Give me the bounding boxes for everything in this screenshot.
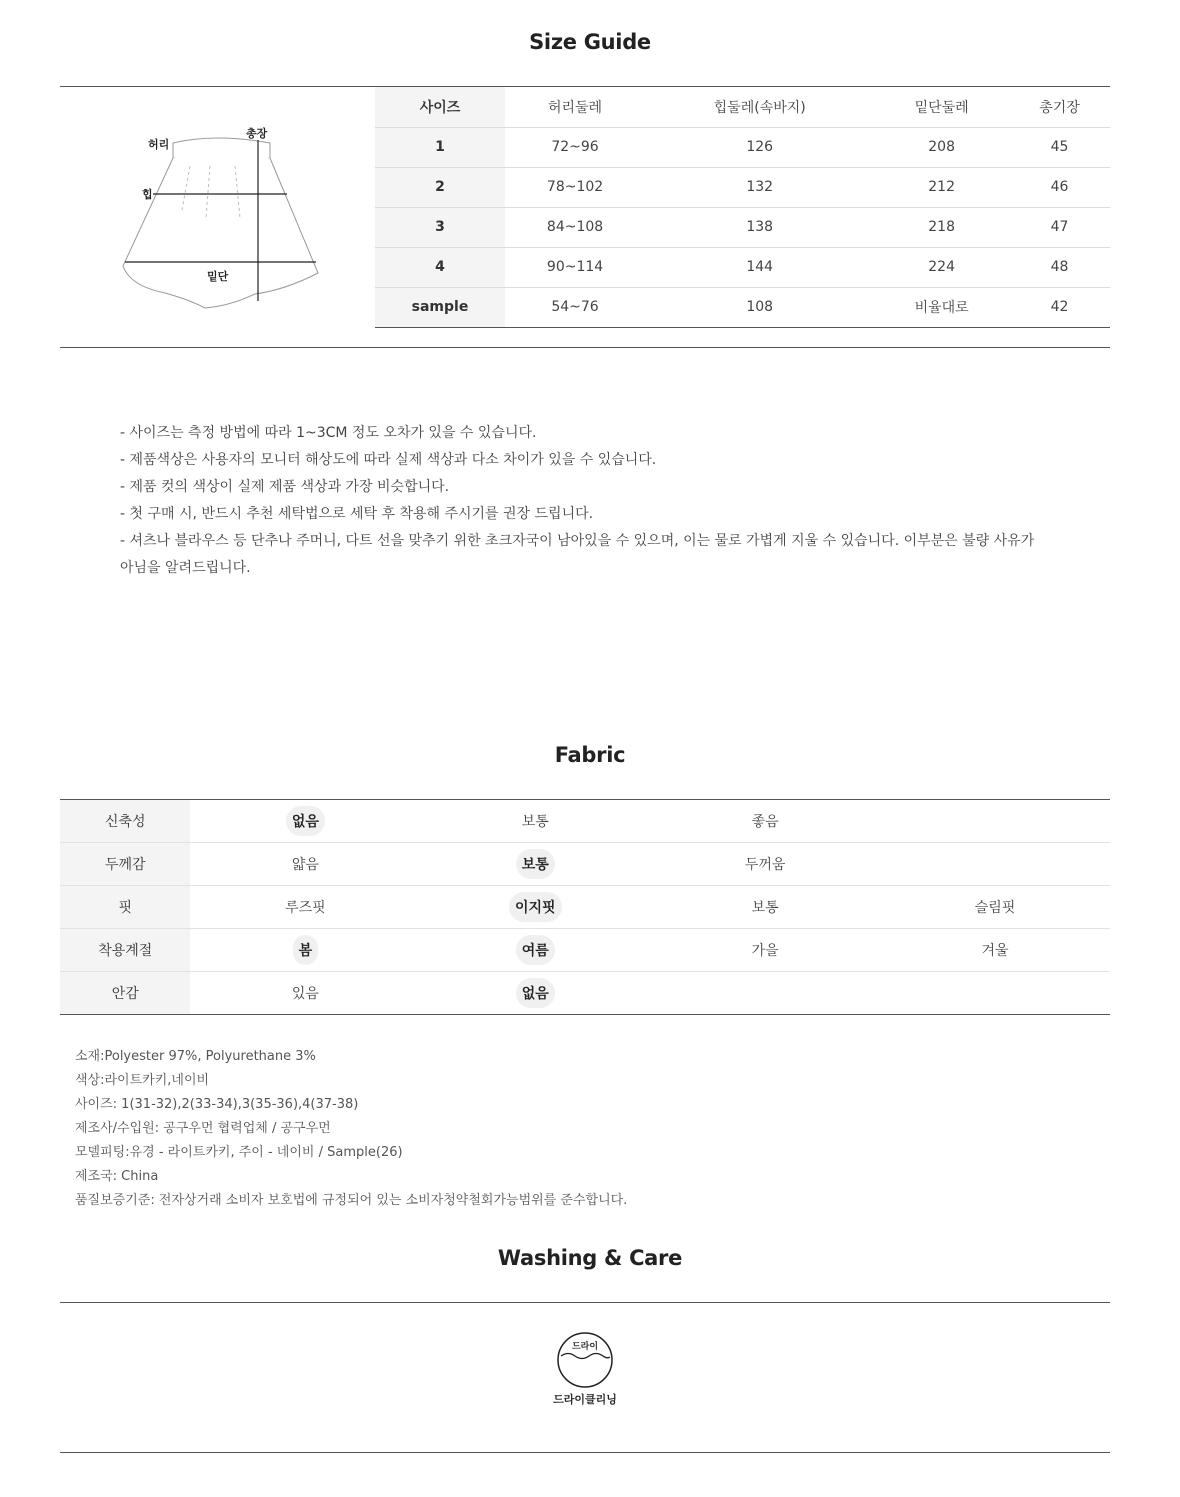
table-cell: 비율대로 (874, 287, 1009, 327)
fabric-option: 봄 (293, 935, 319, 965)
size-cell: sample (375, 287, 505, 327)
fabric-option: 루즈핏 (285, 900, 326, 916)
fabric-row-label: 두께감 (60, 843, 190, 886)
hem-header-cell: 밑단둘레 (874, 87, 1009, 127)
table-cell: 84~108 (505, 207, 645, 247)
fabric-row-label: 착용계절 (60, 929, 190, 972)
size-cell: 4 (375, 247, 505, 287)
size-table (375, 87, 1110, 328)
length-label: 총장 (246, 127, 268, 140)
size-cell: 2 (375, 167, 505, 207)
fabric-option: 두꺼움 (744, 857, 786, 873)
spec-line: 제조국: China (75, 1169, 159, 1184)
fabric-option: 없음 (516, 978, 555, 1008)
table-cell: 144 (645, 247, 874, 287)
fabric-option: 겨울 (981, 943, 1009, 959)
spec-line: 소재:Polyester 97%, Polyurethane 3% (75, 1049, 316, 1064)
size-table-header-row (375, 87, 1110, 127)
table-cell: 47 (1009, 207, 1110, 247)
dry-clean-icon (555, 1330, 615, 1390)
spec-line: 사이즈: 1(31-32),2(33-34),3(35-36),4(37-38) (75, 1097, 359, 1112)
size-cell: 1 (375, 127, 505, 167)
size-header-cell: 사이즈 (375, 87, 505, 127)
spec-line: 색상:라이트카키,네이비 (75, 1073, 210, 1088)
table-cell: 46 (1009, 167, 1110, 207)
fabric-row-label: 핏 (60, 886, 190, 929)
product-specs (75, 1045, 627, 1213)
fabric-option: 이지핏 (509, 892, 562, 922)
table-row (375, 207, 1110, 247)
table-cell: 108 (645, 287, 874, 327)
note-line: - 첫 구매 시, 반드시 추천 세탁법으로 세탁 후 착용해 주시기를 권장 드립니다. (120, 506, 594, 522)
fabric-row-stretch (60, 800, 1110, 843)
table-cell: 132 (645, 167, 874, 207)
table-cell: 72~96 (505, 127, 645, 167)
fabric-table (60, 799, 1110, 1015)
size-notes (120, 420, 1060, 582)
hem-label: 밑단 (207, 270, 229, 283)
skirt-diagram (110, 118, 340, 318)
table-row (375, 127, 1110, 167)
hip-label: 힙 (142, 188, 153, 201)
table-cell: 90~114 (505, 247, 645, 287)
fabric-option: 보통 (521, 814, 549, 830)
length-header-cell: 총기장 (1009, 87, 1110, 127)
fabric-row-label: 신축성 (60, 800, 190, 843)
fabric-row-season (60, 929, 1110, 972)
dry-clean-icon-text: 드라이 (571, 1342, 599, 1352)
fabric-option: 슬림핏 (974, 900, 1016, 916)
table-cell: 212 (874, 167, 1009, 207)
fabric-row-fit (60, 886, 1110, 929)
fabric-option (759, 987, 771, 997)
size-guide-title: Size Guide (529, 30, 651, 54)
table-cell: 208 (874, 127, 1009, 167)
hip-header-cell: 힙둘레(속바지) (645, 87, 874, 127)
fabric-row-thickness (60, 843, 1110, 886)
table-row (375, 167, 1110, 207)
fabric-option: 좋음 (751, 814, 779, 830)
size-cell: 3 (375, 207, 505, 247)
table-cell: 45 (1009, 127, 1110, 167)
note-line: 아님을 알려드립니다. (120, 560, 251, 576)
table-cell: 54~76 (505, 287, 645, 327)
table-row (375, 247, 1110, 287)
washing-title: Washing & Care (497, 1246, 683, 1270)
fabric-row-lining (60, 972, 1110, 1015)
washing-top-rule (60, 1302, 1110, 1303)
dry-clean-label: 드라이클리닝 (553, 1393, 617, 1406)
fabric-option: 여름 (516, 935, 555, 965)
fabric-option: 보통 (751, 900, 779, 916)
table-cell: 78~102 (505, 167, 645, 207)
size-guide-bottom-rule (60, 347, 1110, 348)
note-line: - 제품색상은 사용자의 모니터 해상도에 따라 실제 색상과 다소 차이가 있을 수 있습니다. (120, 452, 657, 468)
fabric-option (989, 858, 1001, 868)
table-cell: 42 (1009, 287, 1110, 327)
washing-bottom-rule (60, 1452, 1110, 1453)
table-cell: 126 (645, 127, 874, 167)
table-cell: 138 (645, 207, 874, 247)
spec-line: 모델피팅:유경 - 라이트카키, 주이 - 네이비 / Sample(26) (75, 1145, 403, 1160)
table-cell: 48 (1009, 247, 1110, 287)
note-line: - 제품 컷의 색상이 실제 제품 색상과 가장 비슷합니다. (120, 479, 450, 495)
table-cell: 224 (874, 247, 1009, 287)
waist-header-cell: 허리둘레 (505, 87, 645, 127)
waist-label: 허리 (148, 138, 170, 151)
skirt-illustration (110, 118, 340, 318)
fabric-option: 가을 (751, 943, 779, 959)
fabric-option: 보통 (516, 849, 555, 879)
fabric-title: Fabric (554, 743, 626, 767)
fabric-option: 없음 (286, 806, 325, 836)
fabric-option (989, 987, 1001, 997)
spec-line: 품질보증기준: 전자상거래 소비자 보호법에 규정되어 있는 소비자청약철회가능범위를 준수합니다. (75, 1193, 628, 1208)
fabric-option: 있음 (291, 986, 319, 1002)
fabric-row-label: 안감 (60, 972, 190, 1015)
note-line: - 셔츠나 블라우스 등 단추나 주머니, 다트 선을 맞추기 위한 초크자국이 남아있을 수 있으며, 이는 물로 가볍게 지울 수 있습니다. 이부분은 불량 사유가 (120, 533, 1035, 549)
fabric-option (989, 815, 1001, 825)
spec-line: 제조사/수입원: 공구우먼 협력업체 / 공구우먼 (75, 1121, 331, 1136)
table-cell: 218 (874, 207, 1009, 247)
note-line: - 사이즈는 측정 방법에 따라 1~3CM 정도 오차가 있을 수 있습니다. (120, 425, 537, 441)
fabric-option: 얇음 (291, 857, 319, 873)
table-row (375, 287, 1110, 327)
